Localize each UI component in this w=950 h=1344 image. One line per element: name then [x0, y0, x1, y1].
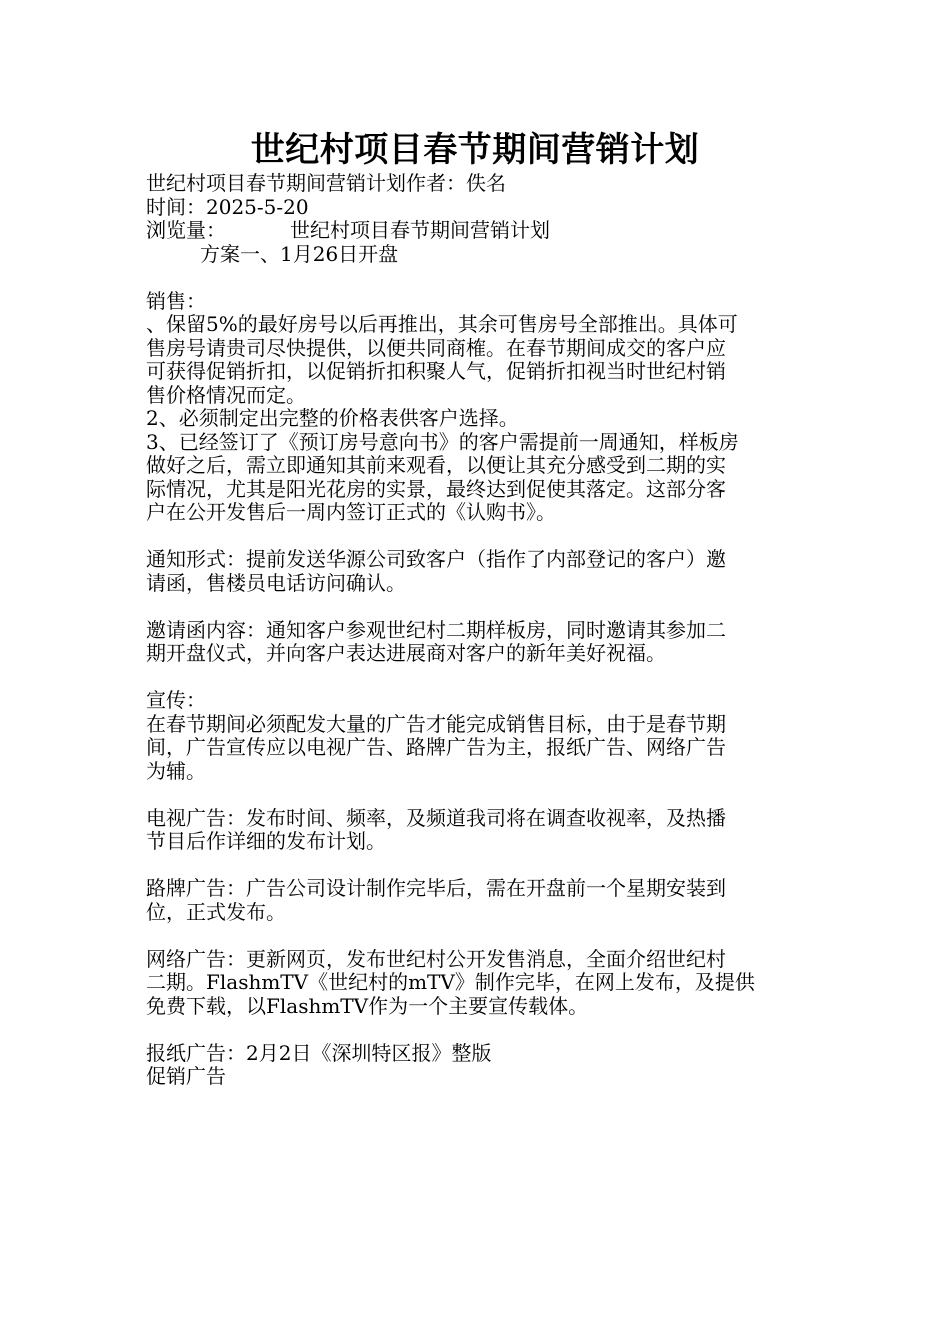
- paragraph-gap: [146, 595, 816, 619]
- notice-line: 通知形式：提前发送华源公司致客户（指作了内部登记的客户）邀: [146, 547, 726, 571]
- sales-item1-line: 可获得促销折扣，以促销折扣积聚人气，促销折扣视当时世纪村销: [146, 359, 726, 383]
- document-title: 世纪村项目春节期间营销计划: [250, 130, 700, 170]
- sales-item1-line: 、保留5%的最好房号以后再推出，其余可售房号全部推出。具体可: [146, 312, 738, 336]
- web-ad-line: 二期。FlashmTV《世纪村的mTV》制作完毕，在网上发布，及提供: [146, 970, 755, 994]
- invite-line: 邀请函内容：通知客户参观世纪村二期样板房，同时邀请其参加二: [146, 617, 726, 642]
- sales-item3-line: 做好之后，需立即通知其前来观看，以便让其充分感受到二期的实: [146, 453, 726, 477]
- paragraph-gap: [146, 783, 816, 807]
- sales-item3-line: 际情况，尤其是阳光花房的实景，最终达到促使其落定。这部分客: [146, 476, 726, 501]
- sales-item3-line: 3、已经签订了《预订房号意向书》的客户需提前一周通知，样板房: [146, 429, 739, 454]
- sales-heading: 销售：: [146, 288, 206, 313]
- views-line: [146, 219, 816, 243]
- promo-heading: 宣传：: [146, 688, 206, 712]
- sales-item2: 2、必须制定出完整的价格表供客户选择。: [146, 406, 519, 430]
- header-line: 世纪村项目春节期间营销计划作者：佚名: [146, 171, 506, 195]
- plan-heading: 方案一、1月26日开盘: [200, 241, 399, 266]
- billboard-ad-line: 路牌广告：广告公司设计制作完毕后，需在开盘前一个星期安装到: [146, 876, 726, 900]
- document-body: [146, 172, 816, 1089]
- paragraph-gap: [146, 1018, 816, 1042]
- views-label: 浏览量：: [146, 218, 226, 242]
- invite-line: 期开盘仪式，并向客户表达进展商对客户的新年美好祝福。: [146, 641, 666, 665]
- web-ad-line: 免费下载，以FlashmTV作为一个主要宣传载体。: [146, 993, 589, 1018]
- sales-item1-line: 售价格情况而定。: [146, 382, 306, 407]
- time-line: 时间：2025-5-20: [146, 194, 309, 219]
- tv-ad-line: 节目后作详细的发布计划。: [146, 829, 386, 853]
- tv-ad-line: 电视广告：发布时间、频率，及频道我司将在调查收视率，及热播: [146, 805, 726, 830]
- paragraph-gap: [146, 666, 816, 690]
- web-ad-line: 网络广告：更新网页，发布世纪村公开发售消息，全面介绍世纪村: [146, 946, 726, 971]
- promo-line: 在春节期间必须配发大量的广告才能完成销售目标，由于是春节期: [146, 711, 726, 736]
- paragraph-gap: [146, 854, 816, 878]
- billboard-ad-line: 位，正式发布。: [146, 899, 286, 924]
- views-value: 世纪村项目春节期间营销计划: [290, 218, 550, 242]
- sales-item1-line: 售房号请贵司尽快提供，以便共同商榷。在春节期间成交的客户应: [146, 335, 726, 360]
- paragraph-gap: [146, 525, 816, 549]
- notice-line: 请函，售楼员电话访问确认。: [146, 570, 406, 595]
- promo-ad-line: 促销广告: [146, 1064, 226, 1088]
- sales-item3-line: 户在公开发售后一周内签订正式的《认购书》。: [146, 500, 556, 524]
- promo-line: 为辅。: [146, 758, 206, 783]
- promo-line: 间，广告宣传应以电视广告、路牌广告为主，报纸广告、网络广告: [146, 735, 726, 759]
- newspaper-ad-line: 报纸广告：2月2日《深圳特区报》整版: [146, 1040, 492, 1065]
- paragraph-gap: [146, 924, 816, 948]
- paragraph-gap: [146, 266, 816, 290]
